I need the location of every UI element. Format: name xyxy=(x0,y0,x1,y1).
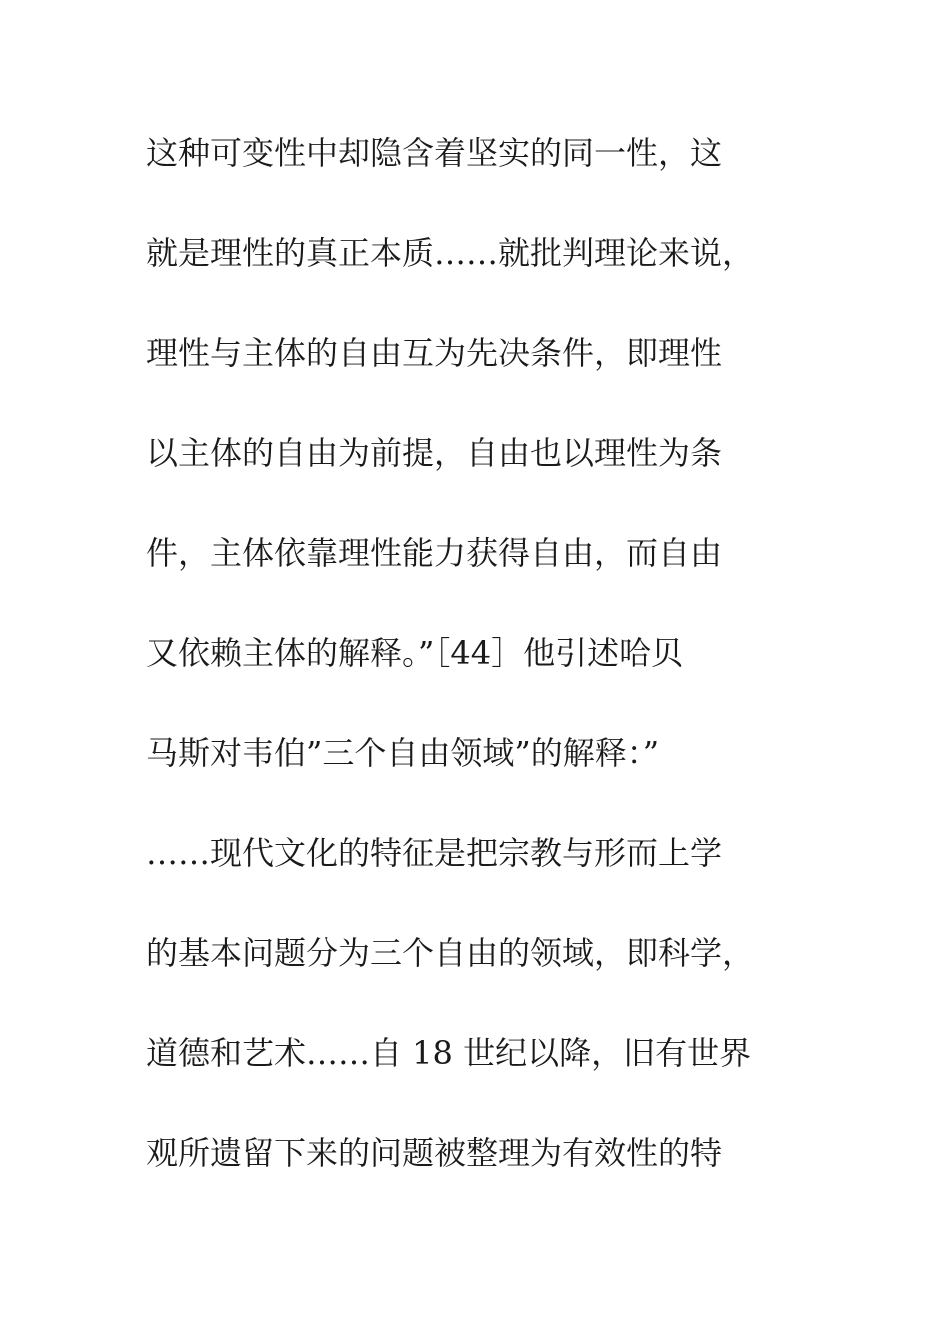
text-line: 道德和艺术……自 18 世纪以降，旧有世界 xyxy=(146,1034,752,1072)
text-line: 的基本问题分为三个自由的领域，即科学， xyxy=(146,934,755,972)
text-line: 这种可变性中却隐含着坚实的同一性，这 xyxy=(146,134,723,172)
text-line: ……现代文化的特征是把宗教与形而上学 xyxy=(146,834,723,872)
text-line: 观所遗留下来的问题被整理为有效性的特 xyxy=(146,1134,723,1172)
text-line: 件，主体依靠理性能力获得自由，而自由 xyxy=(146,534,723,572)
text-line: 就是理性的真正本质……就批判理论来说， xyxy=(146,234,755,272)
body-paragraph xyxy=(146,122,826,1222)
text-line: 又依赖主体的解释。”［44］他引述哈贝 xyxy=(146,634,684,672)
text-line: 马斯对韦伯”三个自由领域”的解释：” xyxy=(146,734,660,772)
text-line: 以主体的自由为前提，自由也以理性为条 xyxy=(146,434,723,472)
text-line: 理性与主体的自由互为先决条件，即理性 xyxy=(146,334,723,372)
